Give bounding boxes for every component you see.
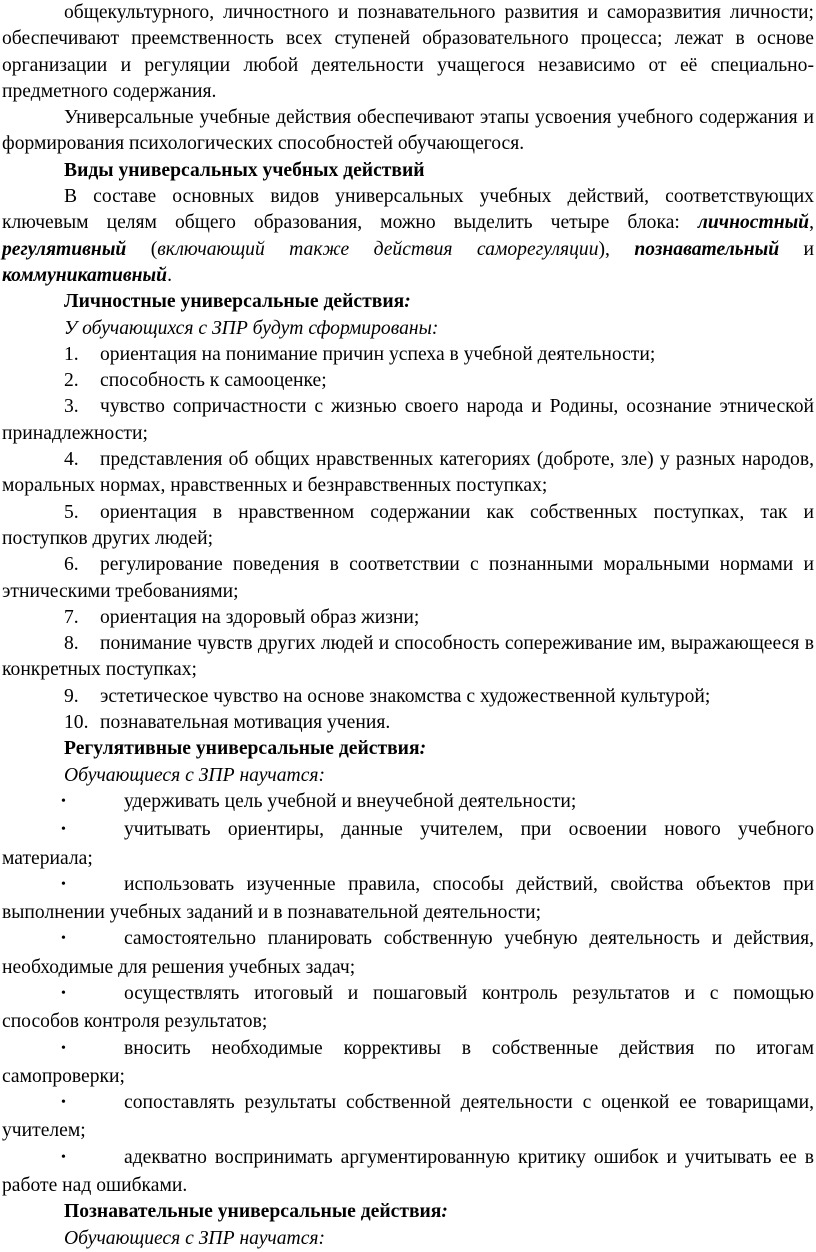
personal-heading-colon: : xyxy=(404,291,411,313)
item-number: 3. xyxy=(64,396,79,418)
types-end: . xyxy=(167,264,172,286)
regulatory-heading-text: Регулятивные универсальные действия xyxy=(64,738,420,760)
type-regulatory: регулятивный xyxy=(2,238,127,260)
item-text: использовать изученные правила, способы действий, свойства объектов при выполнении учебных заданий и в познавательной деятельности; xyxy=(2,873,814,924)
bullet-icon xyxy=(64,926,124,954)
item-text: осуществлять итоговый и пошаговый контроль результатов и с помощью способов контроля результатов; xyxy=(2,982,814,1033)
list-item xyxy=(2,981,814,1036)
list-item xyxy=(2,500,814,553)
personal-heading-text: Личностные универсальные действия xyxy=(64,291,405,313)
intro-paragraph-1: общекультурного, личностного и познавательного развития и саморазвития личности; обеспечивают преемственность всех ступеней образовательного процесса; лежат в основе организации и регуляции любой деятельности учащегося независимо от её специально-предметного содержания. xyxy=(2,2,814,102)
bullet-icon xyxy=(64,1036,124,1064)
list-item xyxy=(2,552,814,605)
item-text: удерживать цель учебной и внеучебной деятельности; xyxy=(124,790,577,812)
list-item xyxy=(2,631,814,684)
list-item xyxy=(2,684,814,710)
list-item xyxy=(2,872,814,927)
bullet-icon xyxy=(64,817,124,845)
list-item xyxy=(2,789,814,817)
personal-heading xyxy=(2,289,814,315)
item-text: познавательная мотивация учения. xyxy=(100,712,391,734)
personal-subtitle: У обучающихся с ЗПР будут сформированы: xyxy=(64,317,439,339)
item-number: 9. xyxy=(64,685,79,707)
item-number: 7. xyxy=(64,606,79,628)
regulatory-list xyxy=(2,789,814,1199)
list-item xyxy=(2,1036,814,1091)
list-item xyxy=(2,394,814,447)
item-text: ориентация на понимание причин успеха в учебной деятельности; xyxy=(100,343,656,365)
types-sep: , xyxy=(809,212,814,234)
cognitive-heading-colon: : xyxy=(441,1201,448,1223)
type-personal: личностный xyxy=(697,212,810,234)
item-text: понимание чувств других людей и способность сопереживание им, выражающееся в конкретных поступках; xyxy=(2,633,814,681)
type-communicative: коммуникативный xyxy=(2,264,168,286)
bullet-icon xyxy=(64,1090,124,1118)
regulatory-heading-colon: : xyxy=(419,738,427,760)
item-text: вносить необходимые коррективы в собственные действия по итогам самопроверки; xyxy=(2,1037,814,1087)
cognitive-heading-text: Познавательные универсальные действия xyxy=(64,1201,442,1223)
cognitive-heading xyxy=(2,1199,814,1225)
intro-paragraph-2: Универсальные учебные действия обеспечивают этапы усвоения учебного содержания и формирования психологических способностей обучающегося. xyxy=(2,107,814,155)
bullet-icon xyxy=(64,1145,124,1173)
cognitive-subtitle: Обучающиеся с ЗПР научатся: xyxy=(64,1227,326,1249)
item-number: 6. xyxy=(64,554,79,576)
item-number: 5. xyxy=(64,501,79,523)
list-item xyxy=(2,817,814,872)
list-item xyxy=(2,605,814,631)
item-number: 4. xyxy=(64,449,79,471)
item-number: 8. xyxy=(64,633,79,655)
item-text: адекватно воспринимать аргументированную критику ошибок и учитывать ее в работе над ошибками. xyxy=(2,1146,814,1197)
item-text: сопоставлять результаты собственной деятельности с оценкой ее товарищами, учителем; xyxy=(2,1092,814,1142)
item-text: учитывать ориентиры, данные учителем, при освоении нового учебного материала; xyxy=(2,819,814,869)
types-heading: Виды универсальных учебных действий xyxy=(64,159,425,181)
item-number: 1. xyxy=(64,343,79,365)
item-text: самостоятельно планировать собственную учебную деятельность и действия, необходимые для решения учебных задач; xyxy=(2,928,814,978)
personal-list xyxy=(2,342,814,736)
list-item xyxy=(2,1145,814,1200)
types-text: В составе основных видов универсальных учебных действий, соответствующих ключевым целям общего образования, можно выделить четыре блока: xyxy=(2,186,814,234)
item-text: ориентация в нравственном содержании как собственных поступках, так и поступков других людей; xyxy=(2,501,814,549)
type-cognitive: познавательный xyxy=(634,238,780,260)
bullet-icon xyxy=(64,981,124,1009)
list-item xyxy=(2,710,814,736)
regulatory-subtitle: Обучающиеся с ЗПР научатся: xyxy=(64,764,326,786)
item-number: 2. xyxy=(64,370,79,392)
item-text: представления об общих нравственных категориях (доброте, зле) у разных народов, моральных нормах, нравственных и безнравственных поступках; xyxy=(2,449,814,497)
list-item xyxy=(2,1090,814,1145)
item-number: 10. xyxy=(64,712,89,734)
item-text: эстетическое чувство на основе знакомства с художественной культурой; xyxy=(100,685,711,707)
list-item xyxy=(2,342,814,368)
bullet-icon xyxy=(64,872,124,900)
types-and: и xyxy=(779,238,814,260)
item-text: регулирование поведения в соответствии с познанными моральными нормами и этническими требованиями; xyxy=(2,554,814,602)
bullet-icon xyxy=(64,789,124,817)
item-text: ориентация на здоровый образ жизни; xyxy=(100,606,420,628)
types-paren-open: ( xyxy=(126,238,158,260)
item-text: способность к самооценке; xyxy=(100,370,327,392)
types-paragraph xyxy=(2,184,814,289)
list-item xyxy=(2,447,814,500)
regulatory-heading xyxy=(2,736,814,762)
list-item xyxy=(2,368,814,394)
item-text: чувство сопричастности с жизнью своего народа и Родины, осознание этнической принадлежности; xyxy=(2,396,814,444)
list-item xyxy=(2,926,814,981)
type-regulatory-note: включающий также действия саморегуляции xyxy=(157,238,599,260)
types-paren-close: ), xyxy=(598,238,635,260)
